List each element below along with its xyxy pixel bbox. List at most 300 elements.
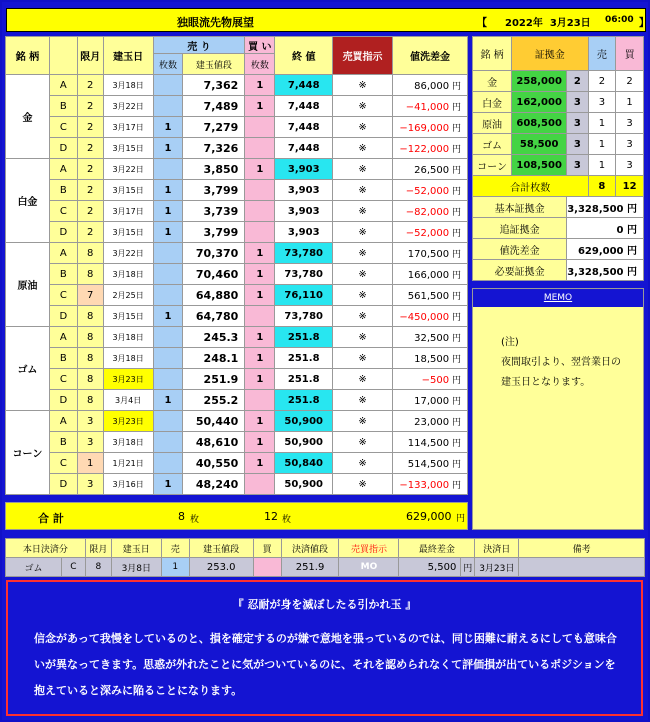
signal-cell[interactable]: ※ <box>333 453 393 474</box>
yen-unit: 円 <box>449 270 461 281</box>
sell-count-cell: 1 <box>153 222 183 243</box>
margin-brand-cell: 白金 <box>473 92 512 113</box>
sell-count-cell <box>153 432 183 453</box>
signal-cell[interactable]: ※ <box>333 180 393 201</box>
position-row <box>6 222 468 243</box>
hdr-settle-remarks: 備考 <box>519 539 645 558</box>
signal-cell[interactable]: ※ <box>333 222 393 243</box>
close-price-cell: 73,780 <box>275 306 333 327</box>
margin-buy-cell: 3 <box>616 134 644 155</box>
limit-cell: 8 <box>77 390 103 411</box>
limit-cell: 8 <box>77 243 103 264</box>
memo-line-1: (注) <box>501 337 519 348</box>
limit-cell: 8 <box>77 306 103 327</box>
yen-unit: 円 <box>449 480 461 491</box>
sell-count-cell <box>153 285 183 306</box>
diff-cell <box>392 117 467 138</box>
bracket-open: 【 <box>477 18 487 29</box>
settle-brand: ゴム <box>6 558 62 577</box>
limit-cell: 2 <box>77 117 103 138</box>
hdr-settle-date: 建玉日 <box>111 539 161 558</box>
signal-cell[interactable]: ※ <box>333 243 393 264</box>
hdr-settle-final: 最終差金 <box>399 539 475 558</box>
mhdr-brand: 銘 柄 <box>473 37 512 71</box>
diff-cell <box>392 138 467 159</box>
diff-value: −122,000 <box>399 143 450 155</box>
close-price-cell: 251.8 <box>275 369 333 390</box>
hdr-settle-price: 建玉値段 <box>189 539 253 558</box>
margin-buy-cell: 3 <box>616 113 644 134</box>
totals-buy: 12 <box>264 510 278 523</box>
settle-final: 5,500 <box>399 558 461 577</box>
hdr-settle-sell: 売 <box>161 539 189 558</box>
limit-cell: 3 <box>77 411 103 432</box>
summary-amount: 3,328,500 <box>567 266 624 278</box>
margin-value-cell: 608,500 <box>512 113 567 134</box>
total-lots-buy: 12 <box>616 176 644 197</box>
settle-sub: C <box>61 558 85 577</box>
diff-cell <box>392 285 467 306</box>
close-price-cell: 50,900 <box>275 411 333 432</box>
close-price-cell: 73,780 <box>275 264 333 285</box>
sell-count-cell <box>153 411 183 432</box>
build-price-cell: 48,610 <box>183 432 245 453</box>
sub-cell: C <box>49 201 77 222</box>
diff-cell <box>392 243 467 264</box>
position-row <box>6 96 468 117</box>
buy-count-cell <box>245 201 275 222</box>
totals-diff: 629,000 <box>406 510 452 523</box>
build-date-cell: 3月4日 <box>103 390 153 411</box>
summary-value <box>567 218 644 239</box>
diff-value: −133,000 <box>399 479 450 491</box>
yen-unit: 円 <box>449 207 461 218</box>
sub-cell: B <box>49 348 77 369</box>
hdr-close: 終 値 <box>275 37 333 75</box>
limit-cell: 2 <box>77 222 103 243</box>
sell-count-cell <box>153 243 183 264</box>
close-price-cell: 50,900 <box>275 432 333 453</box>
diff-cell <box>392 348 467 369</box>
hdr-settle-today: 本日決済分 <box>6 539 86 558</box>
limit-cell: 7 <box>77 285 103 306</box>
build-price-cell: 7,362 <box>183 75 245 96</box>
signal-cell[interactable]: ※ <box>333 159 393 180</box>
yen-unit: 円 <box>449 291 461 302</box>
diff-cell <box>392 75 467 96</box>
build-price-cell: 48,240 <box>183 474 245 495</box>
build-date-cell: 3月22日 <box>103 243 153 264</box>
close-price-cell: 50,900 <box>275 474 333 495</box>
signal-cell[interactable]: ※ <box>333 390 393 411</box>
hdr-brand: 銘 柄 <box>6 37 50 75</box>
yen-unit: 円 <box>449 81 461 92</box>
build-price-cell: 50,440 <box>183 411 245 432</box>
diff-value: 32,500 <box>414 332 450 344</box>
build-price-cell: 64,780 <box>183 306 245 327</box>
sub-cell: B <box>49 96 77 117</box>
buy-count-cell: 1 <box>245 348 275 369</box>
summary-unit: 円 <box>623 245 637 257</box>
yen-unit: 円 <box>449 186 461 197</box>
build-date-cell: 3月18日 <box>103 264 153 285</box>
hdr-settle-limit: 限月 <box>85 539 111 558</box>
summary-unit: 円 <box>623 224 637 236</box>
signal-cell[interactable]: ※ <box>333 369 393 390</box>
limit-cell: 8 <box>77 348 103 369</box>
sell-count-cell <box>153 348 183 369</box>
close-price-cell: 3,903 <box>275 159 333 180</box>
sub-cell: D <box>49 390 77 411</box>
diff-cell <box>392 390 467 411</box>
build-date-cell: 3月17日 <box>103 201 153 222</box>
brand-cell[interactable]: 金 <box>6 75 50 159</box>
close-price-cell: 7,448 <box>275 96 333 117</box>
close-price-cell: 251.8 <box>275 390 333 411</box>
settle-sell: 1 <box>161 558 189 577</box>
limit-cell: 3 <box>77 474 103 495</box>
summary-value <box>567 197 644 218</box>
signal-cell[interactable]: ※ <box>333 264 393 285</box>
margin-row <box>473 134 644 155</box>
build-date-cell: 2月25日 <box>103 285 153 306</box>
buy-count-cell <box>245 117 275 138</box>
diff-cell <box>392 222 467 243</box>
close-price-cell: 251.8 <box>275 327 333 348</box>
settle-close: 251.9 <box>281 558 339 577</box>
margin-sell-cell: 1 <box>588 134 616 155</box>
signal-cell[interactable]: ※ <box>333 411 393 432</box>
yen-unit: 円 <box>449 333 461 344</box>
position-row <box>6 327 468 348</box>
build-date-cell: 3月22日 <box>103 96 153 117</box>
hdr-build-date: 建玉日 <box>103 37 153 75</box>
position-row <box>6 201 468 222</box>
sub-cell: D <box>49 474 77 495</box>
sub-cell: A <box>49 159 77 180</box>
diff-cell <box>392 327 467 348</box>
totals-bar <box>5 502 468 530</box>
close-price-cell: 50,840 <box>275 453 333 474</box>
settle-date: 3月8日 <box>111 558 161 577</box>
build-price-cell: 70,370 <box>183 243 245 264</box>
margin-row <box>473 92 644 113</box>
settle-buy <box>253 558 281 577</box>
close-price-cell: 7,448 <box>275 138 333 159</box>
build-price-cell: 248.1 <box>183 348 245 369</box>
margin-row <box>473 71 644 92</box>
diff-cell <box>392 453 467 474</box>
close-price-cell: 3,903 <box>275 201 333 222</box>
position-row <box>6 138 468 159</box>
margin-lots-cell: 3 <box>567 155 588 176</box>
signal-cell[interactable]: ※ <box>333 348 393 369</box>
hdr-settle-day: 決済日 <box>475 539 519 558</box>
hdr-signal: 売買指示 <box>333 37 393 75</box>
build-price-cell: 3,739 <box>183 201 245 222</box>
margin-table <box>472 36 644 281</box>
diff-value: 561,500 <box>407 290 450 302</box>
sub-cell: B <box>49 264 77 285</box>
total-lots-label: 合計枚数 <box>473 176 589 197</box>
bracket-close: 】 <box>639 18 649 29</box>
title-bar <box>6 8 649 32</box>
sub-cell: A <box>49 327 77 348</box>
yen-unit: 円 <box>449 354 461 365</box>
memo-panel <box>472 288 644 530</box>
build-price-cell: 255.2 <box>183 390 245 411</box>
margin-brand-cell: 原油 <box>473 113 512 134</box>
position-row <box>6 453 468 474</box>
summary-label: 必要証拠金 <box>473 260 567 281</box>
diff-value: −169,000 <box>399 122 450 134</box>
diff-cell <box>392 411 467 432</box>
yen-unit: 円 <box>449 123 461 134</box>
hdr-settle-signal: 売買指示 <box>339 539 399 558</box>
summary-amount: 629,000 <box>577 245 624 257</box>
sell-count-cell <box>153 75 183 96</box>
close-price-cell: 73,780 <box>275 243 333 264</box>
hdr-settle-buy: 買 <box>253 539 281 558</box>
sell-count-cell <box>153 453 183 474</box>
build-date-cell: 3月18日 <box>103 327 153 348</box>
build-date-cell: 3月18日 <box>103 432 153 453</box>
yen-unit: 円 <box>449 375 461 386</box>
diff-value: 18,500 <box>414 353 450 365</box>
limit-cell: 2 <box>77 138 103 159</box>
margin-brand-cell: ゴム <box>473 134 512 155</box>
diff-cell <box>392 474 467 495</box>
sell-count-cell <box>153 264 183 285</box>
yen-unit: 円 <box>449 144 461 155</box>
hdr-sell-count: 枚数 <box>153 54 183 75</box>
commentary-title: 『 忍耐が身を滅ぼしたる引かれ玉 』 <box>232 598 417 611</box>
yen-unit: 円 <box>449 312 461 323</box>
signal-cell[interactable]: ※ <box>333 474 393 495</box>
close-price-cell: 7,448 <box>275 117 333 138</box>
brand-cell[interactable]: 白金 <box>6 159 50 243</box>
summary-value <box>567 239 644 260</box>
margin-row <box>473 155 644 176</box>
totals-buy-unit: 枚 <box>282 515 292 525</box>
build-price-cell: 7,326 <box>183 138 245 159</box>
diff-cell <box>392 180 467 201</box>
hdr-diff: 値洗差金 <box>392 37 467 75</box>
margin-value-cell: 162,000 <box>512 92 567 113</box>
margin-sell-cell: 3 <box>588 92 616 113</box>
build-price-cell: 3,799 <box>183 180 245 201</box>
sell-count-cell <box>153 369 183 390</box>
yen-unit: 円 <box>449 459 461 470</box>
diff-value: 166,000 <box>407 269 450 281</box>
signal-cell[interactable]: ※ <box>333 306 393 327</box>
position-row <box>6 369 468 390</box>
brand-cell[interactable]: ゴム <box>6 327 50 411</box>
margin-row <box>473 113 644 134</box>
hdr-buy: 買 い <box>245 37 275 54</box>
sub-cell: A <box>49 243 77 264</box>
build-price-cell: 3,850 <box>183 159 245 180</box>
total-lots-sell: 8 <box>588 176 616 197</box>
summary-label: 追証拠金 <box>473 218 567 239</box>
margin-buy-cell: 1 <box>616 92 644 113</box>
summary-value <box>567 260 644 281</box>
build-price-cell: 245.3 <box>183 327 245 348</box>
diff-cell <box>392 159 467 180</box>
buy-count-cell <box>245 474 275 495</box>
sell-count-cell <box>153 96 183 117</box>
settle-day: 3月23日 <box>475 558 519 577</box>
buy-count-cell: 1 <box>245 369 275 390</box>
margin-lots-cell: 3 <box>567 92 588 113</box>
buy-count-cell <box>245 180 275 201</box>
hdr-sell: 売 り <box>153 37 245 54</box>
buy-count-cell: 1 <box>245 432 275 453</box>
buy-count-cell: 1 <box>245 285 275 306</box>
close-price-cell: 3,903 <box>275 222 333 243</box>
yen-unit: 円 <box>449 438 461 449</box>
diff-value: 170,500 <box>407 248 450 260</box>
position-row <box>6 285 468 306</box>
diff-cell <box>392 369 467 390</box>
summary-amount: 3,328,500 <box>567 203 624 215</box>
brand-cell[interactable]: 原油 <box>6 243 50 327</box>
sub-cell: A <box>49 75 77 96</box>
diff-value: −41,000 <box>405 101 450 113</box>
diff-cell <box>392 306 467 327</box>
brand-cell[interactable]: コーン <box>6 411 50 495</box>
signal-cell[interactable]: ※ <box>333 117 393 138</box>
signal-cell[interactable]: ※ <box>333 285 393 306</box>
position-row <box>6 159 468 180</box>
page-title: 独眼流先物展望 <box>177 16 254 29</box>
margin-value-cell: 108,500 <box>512 155 567 176</box>
sub-cell: C <box>49 285 77 306</box>
memo-line-2: 夜間取引より、翌営業日の <box>501 357 621 368</box>
close-price-cell: 3,903 <box>275 180 333 201</box>
buy-count-cell: 1 <box>245 264 275 285</box>
sell-count-cell <box>153 159 183 180</box>
build-date-cell: 1月21日 <box>103 453 153 474</box>
summary-unit: 円 <box>623 266 637 278</box>
margin-value-cell: 258,000 <box>512 71 567 92</box>
header-year: 2022年 <box>505 18 543 29</box>
build-date-cell: 3月22日 <box>103 159 153 180</box>
settle-remarks <box>519 558 645 577</box>
margin-value-cell: 58,500 <box>512 134 567 155</box>
summary-amount: 0 <box>616 224 624 236</box>
build-price-cell: 64,880 <box>183 285 245 306</box>
sell-count-cell: 1 <box>153 474 183 495</box>
diff-cell <box>392 201 467 222</box>
sell-count-cell: 1 <box>153 201 183 222</box>
limit-cell: 8 <box>77 369 103 390</box>
buy-count-cell <box>245 306 275 327</box>
totals-label: 合 計 <box>38 512 64 525</box>
diff-value: 114,500 <box>407 437 450 449</box>
signal-cell[interactable]: ※ <box>333 75 393 96</box>
mhdr-buy: 買 <box>616 37 644 71</box>
diff-value: 514,500 <box>407 458 450 470</box>
margin-brand-cell: 金 <box>473 71 512 92</box>
limit-cell: 8 <box>77 327 103 348</box>
sub-cell: A <box>49 411 77 432</box>
build-date-cell: 3月17日 <box>103 117 153 138</box>
buy-count-cell <box>245 222 275 243</box>
margin-lots-cell: 3 <box>567 134 588 155</box>
diff-cell <box>392 96 467 117</box>
margin-lots-cell: 2 <box>567 71 588 92</box>
position-row <box>6 117 468 138</box>
build-price-cell: 251.9 <box>183 369 245 390</box>
summary-label: 値洗差金 <box>473 239 567 260</box>
signal-cell[interactable]: ※ <box>333 201 393 222</box>
margin-lots-cell: 3 <box>567 113 588 134</box>
sub-cell: D <box>49 222 77 243</box>
summary-label: 基本証拠金 <box>473 197 567 218</box>
summary-row <box>473 260 644 281</box>
position-row <box>6 348 468 369</box>
signal-cell[interactable]: ※ <box>333 138 393 159</box>
build-price-cell: 70,460 <box>183 264 245 285</box>
diff-value: −52,000 <box>405 185 450 197</box>
diff-value: −82,000 <box>405 206 450 218</box>
position-row <box>6 432 468 453</box>
summary-row <box>473 218 644 239</box>
yen-unit: 円 <box>449 417 461 428</box>
diff-value: −52,000 <box>405 227 450 239</box>
hdr-buy-count: 枚数 <box>245 54 275 75</box>
diff-value: 26,500 <box>414 164 450 176</box>
close-price-cell: 7,448 <box>275 75 333 96</box>
buy-count-cell: 1 <box>245 159 275 180</box>
settle-signal: MO <box>339 558 399 577</box>
position-row <box>6 390 468 411</box>
memo-title[interactable]: MEMO <box>543 293 573 303</box>
buy-count-cell: 1 <box>245 243 275 264</box>
signal-cell[interactable]: ※ <box>333 327 393 348</box>
settle-limit: 8 <box>85 558 111 577</box>
commentary-box <box>6 580 643 716</box>
diff-value: −450,000 <box>399 311 450 323</box>
margin-brand-cell: コーン <box>473 155 512 176</box>
sub-cell: C <box>49 369 77 390</box>
buy-count-cell: 1 <box>245 411 275 432</box>
position-row <box>6 411 468 432</box>
close-price-cell: 251.8 <box>275 348 333 369</box>
settlement-table <box>5 538 645 577</box>
signal-cell[interactable]: ※ <box>333 432 393 453</box>
yen-unit: 円 <box>449 165 461 176</box>
position-row <box>6 474 468 495</box>
signal-cell[interactable]: ※ <box>333 96 393 117</box>
build-date-cell: 3月15日 <box>103 180 153 201</box>
sub-cell: B <box>49 432 77 453</box>
limit-cell: 8 <box>77 264 103 285</box>
totals-sell: 8 <box>178 510 185 523</box>
yen-unit: 円 <box>449 102 461 113</box>
yen-unit: 円 <box>449 249 461 260</box>
buy-count-cell <box>245 390 275 411</box>
settle-price: 253.0 <box>189 558 253 577</box>
close-price-cell: 76,110 <box>275 285 333 306</box>
buy-count-cell <box>245 138 275 159</box>
header-date: 3月23日 <box>549 18 591 29</box>
sell-count-cell: 1 <box>153 180 183 201</box>
yen-unit: 円 <box>449 228 461 239</box>
diff-value: −500 <box>421 374 450 386</box>
build-date-cell: 3月15日 <box>103 222 153 243</box>
